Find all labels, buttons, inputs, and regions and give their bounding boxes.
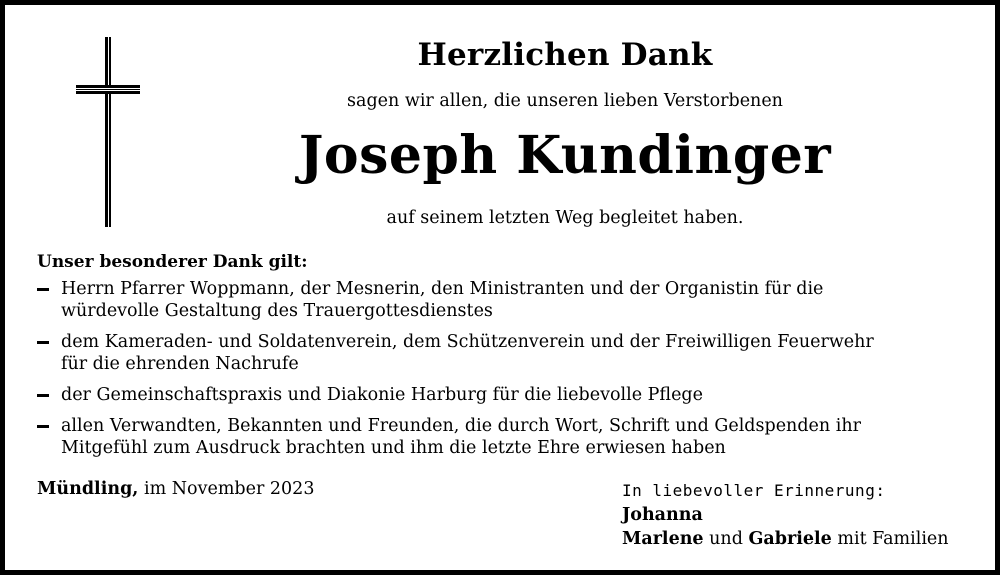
cross-icon [100, 37, 144, 227]
list-item-line: würdevolle Gestaltung des Trauergottesdienstes [61, 301, 493, 321]
deceased-name: Joseph Kundinger [298, 125, 832, 186]
list-item-line: allen Verwandten, Bekannten und Freunden, die durch Wort, Schrift und Geldspenden ihr [61, 416, 861, 436]
outro-text: auf seinem letzten Weg begleitet haben. [386, 208, 744, 228]
list-item-line: dem Kameraden- und Soldatenverein, dem Schützenverein und der Freiwilligen Feuerwehr [61, 332, 874, 352]
list-item [37, 384, 977, 406]
list-item [37, 278, 977, 322]
signature-intro: In liebevoller Erinnerung: [622, 481, 886, 500]
notice-heading: Herzlichen Dank [417, 37, 713, 73]
list-item-line: der Gemeinschaftspraxis und Diakonie Harburg für die liebevolle Pflege [61, 385, 703, 405]
intro-text: sagen wir allen, die unseren lieben Verstorbenen [347, 91, 783, 111]
thanks-heading: Unser besonderer Dank gilt: [37, 252, 308, 272]
date: im November 2023 [143, 479, 315, 499]
thanks-list [37, 278, 977, 468]
signer-suffix: mit Familien [837, 529, 949, 549]
list-item-line: für die ehrenden Nachrufe [61, 354, 299, 374]
list-item [37, 415, 977, 459]
signer-name: Gabriele [748, 529, 832, 549]
dash-bullet [37, 394, 49, 397]
obituary-notice [5, 5, 995, 570]
signature-block [622, 479, 949, 551]
dash-bullet [37, 425, 49, 428]
signer-connector: und [709, 529, 743, 549]
place: Mündling, [37, 479, 139, 499]
dash-bullet [37, 288, 49, 291]
place-date [37, 479, 314, 499]
signer-name: Marlene [622, 529, 704, 549]
signer-name: Johanna [622, 505, 703, 525]
list-item-line: Mitgefühl zum Ausdruck brachten und ihm die letzte Ehre erwiesen haben [61, 438, 726, 458]
list-item [37, 331, 977, 375]
dash-bullet [37, 341, 49, 344]
list-item-line: Herrn Pfarrer Woppmann, der Mesnerin, den Ministranten und der Organistin für die [61, 279, 824, 299]
